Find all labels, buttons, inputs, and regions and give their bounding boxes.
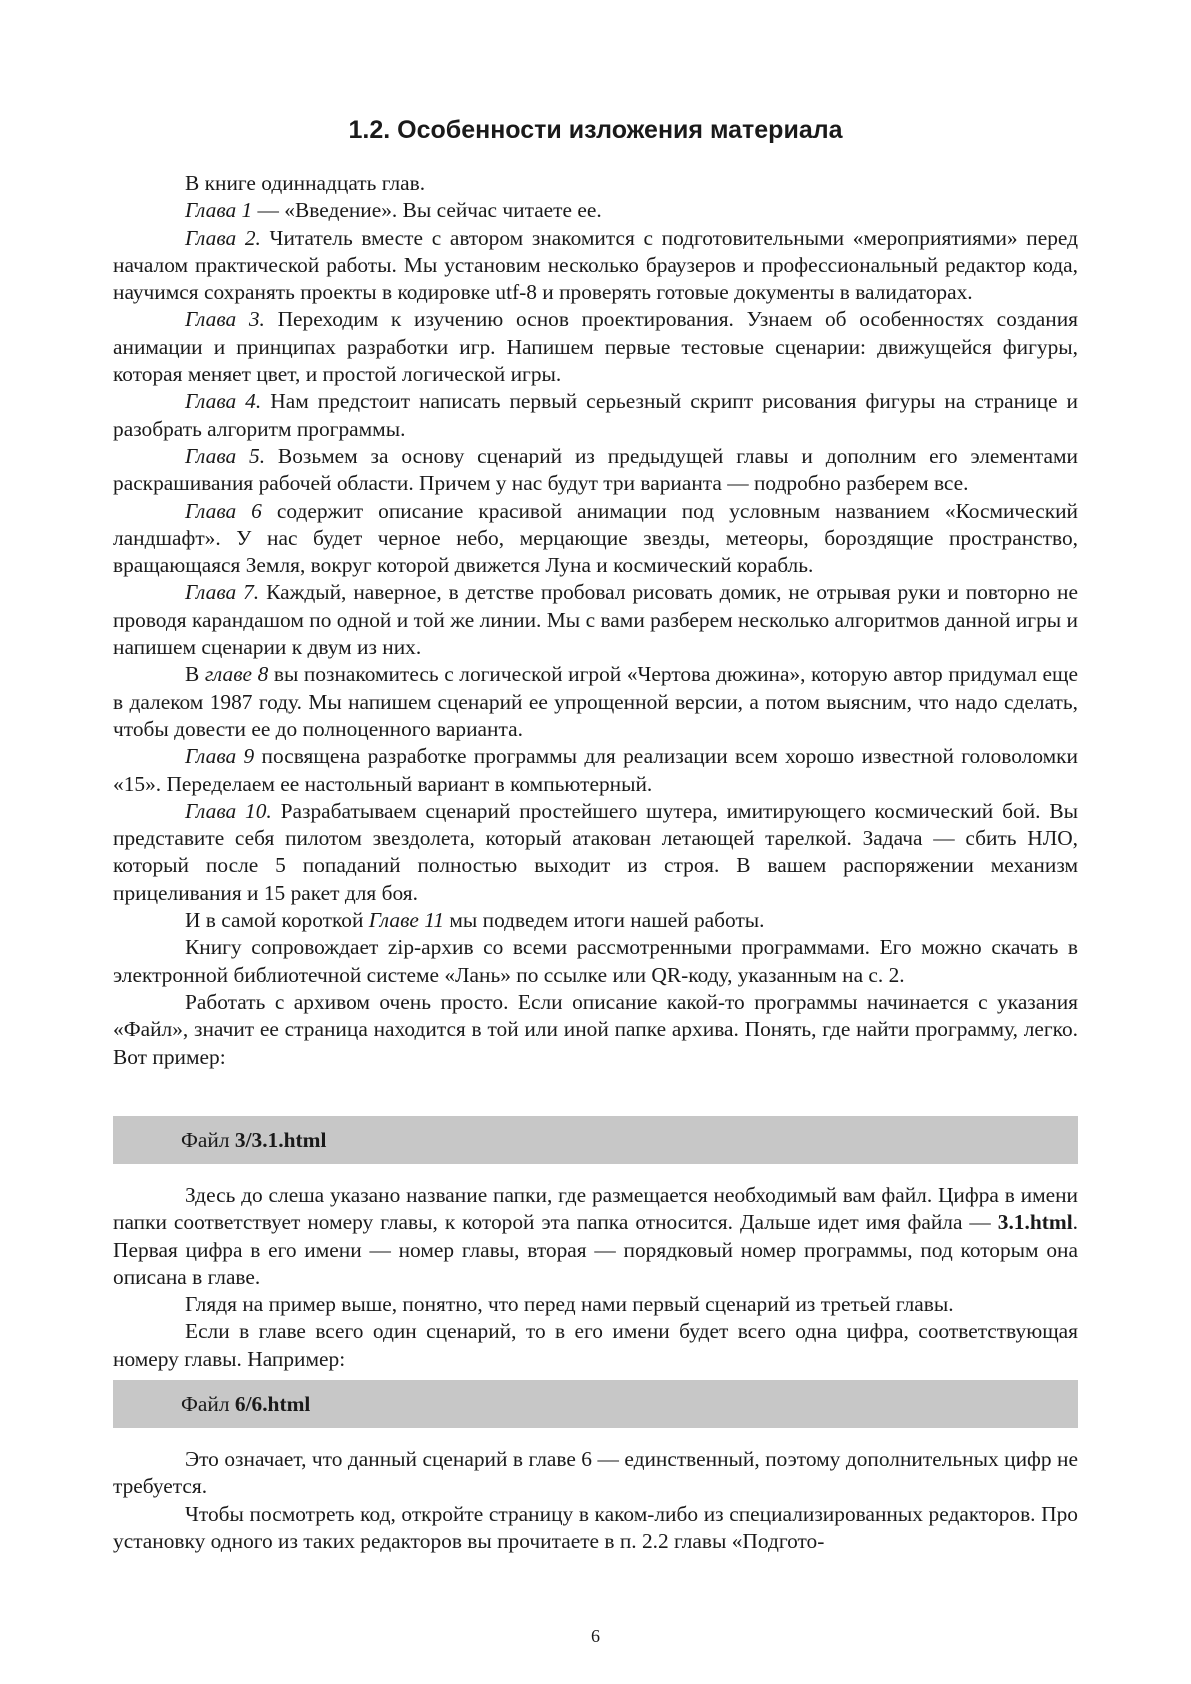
paragraph-chapter-6 <box>113 498 1078 580</box>
paragraph-chapter-4 <box>113 388 1078 443</box>
file-name-inline: 3.1.html <box>997 1210 1073 1235</box>
chapter-text: мы подведем итоги нашей работы. <box>444 908 765 933</box>
chapter-label: Глава 6 <box>185 498 262 523</box>
paragraph-intro: В книге одиннадцать глав. <box>185 171 426 195</box>
file-example-bar <box>113 1380 1078 1428</box>
file-name: 3/3.1.html <box>234 1128 327 1152</box>
chapter-text: посвящена разработке программы для реализации всем хорошо известной головоломки «15». Переделаем ее настольный вариант в компьютерный. <box>113 744 1078 796</box>
chapter-label: Глава 3. <box>185 307 265 332</box>
paragraph-chapter-5 <box>113 443 1078 498</box>
paragraph-open-code: Чтобы посмотреть код, откройте страницу в каком-либо из специализированных редакторов. Про установку одного из таких редакторов вы прочитаете в п. 2.2 главы «Подгото- <box>113 1501 1078 1553</box>
chapter-label: Глава 2. <box>185 225 261 250</box>
chapter-prefix: В <box>185 662 205 687</box>
file-example-bar <box>113 1116 1078 1164</box>
paragraph-chapter-7 <box>113 579 1078 661</box>
body-text-block-1 <box>113 170 1078 1071</box>
paragraph-explain-example: Глядя на пример выше, понятно, что перед нами первый сценарий из третьей главы. <box>185 1292 954 1317</box>
chapter-text: Разрабатываем сценарий простейшего шутера, имитирующего космический бой. Вы представите себя пилотом звездолета, который атакован летающей тарелкой. Задача — сбить НЛО, который после 5 попаданий полностью выходит из строя. В вашем распоряжении механизм прицеливания и 15 ракет для боя. <box>113 798 1079 905</box>
chapter-label: Глава 10. <box>185 798 272 823</box>
paragraph-chapter-9 <box>113 743 1078 798</box>
paragraph-single-meaning: Это означает, что данный сценарий в главе 6 — единственный, поэтому дополнительных цифр не требуется. <box>113 1447 1078 1499</box>
file-name: 6/6.html <box>234 1392 311 1416</box>
paragraph-chapter-11 <box>113 907 1078 934</box>
paragraph-chapter-8 <box>113 661 1078 743</box>
file-prefix: Файл <box>181 1128 235 1152</box>
chapter-text: Возьмем за основу сценарий из предыдущей главы и дополним его элементами раскрашивания рабочей области. Причем у нас будут три варианта — подробно разберем все. <box>113 443 1078 496</box>
chapter-label: Глава 1 <box>185 198 253 223</box>
body-text-block-3 <box>113 1446 1078 1555</box>
chapter-label: Главе 11 <box>368 908 445 933</box>
chapter-text: вы познакомитесь с логической игрой «Чертова дюжина», которую автор придумал еще в далеком 1987 году. Мы напишем сценарий ее упрощенной версии, а потом выясним, что надо сделать, чтобы довести ее до полноценного варианта. <box>113 662 1079 741</box>
chapter-label: Глава 7. <box>185 580 260 605</box>
paragraph-chapter-10 <box>113 798 1078 907</box>
explain-after: . Первая цифра в его имени — номер главы, вторая — порядковый номер программы, под которым она описана в главе. <box>113 1210 1078 1289</box>
explain-before: Здесь до слеша указано название папки, где размещается необходимый вам файл. Цифра в имени папки соответствует номеру главы, к которой эта папка относится. Дальше идет имя файла — <box>113 1183 1078 1235</box>
chapter-text: содержит описание красивой анимации под условным названием «Космический ландшафт». У нас будет черное небо, мерцающие звезды, метеоры, бороздящие пространство, вращающаяся Земля, вокруг которой движется Луна и космический корабль. <box>113 498 1078 578</box>
chapter-label: Глава 9 <box>185 744 255 769</box>
paragraph-chapter-2 <box>113 225 1078 307</box>
file-prefix: Файл <box>181 1392 235 1416</box>
paragraph-explain-path <box>113 1182 1078 1291</box>
chapter-text: Каждый, наверное, в детстве пробовал рисовать домик, не отрывая руки и повторно не проводя карандашом по одной и той же линии. Мы с вами разберем несколько алгоритмов данной игры и напишем сценарии к двум из них. <box>113 580 1078 660</box>
paragraph-chapter-1 <box>113 197 1078 224</box>
chapter-text: Нам предстоит написать первый серьезный скрипт рисования фигуры на странице и разобрать алгоритм программы. <box>113 389 1078 441</box>
body-text-block-2 <box>113 1182 1078 1373</box>
section-title: 1.2. Особенности изложения материала <box>348 116 843 144</box>
paragraph-archive-usage: Работать с архивом очень просто. Если описание какой-то программы начинается с указания «Файл», значит ее страница находится в той или иной папке архива. Понять, где найти программу, легко. Вот пример: <box>113 989 1078 1069</box>
chapter-text: Переходим к изучению основ проектирования. Узнаем об особенностях создания анимации и принципах разработки игр. Напишем первые тестовые сценарии: движущейся фигуры, которая меняет цвет, и простой логической игры. <box>113 307 1079 387</box>
chapter-label: главе 8 <box>204 662 269 687</box>
page-number: 6 <box>591 1626 600 1646</box>
paragraph-archive: Книгу сопровождает zip-архив со всеми рассмотренными программами. Его можно скачать в электронной библиотечной системе «Лань» по ссылке или QR-коду, указанным на с. 2. <box>113 935 1078 987</box>
paragraph-chapter-3 <box>113 306 1078 388</box>
chapter-label: Глава 4. <box>185 389 262 414</box>
chapter-label: Глава 5. <box>185 443 266 468</box>
paragraph-explain-single: Если в главе всего один сценарий, то в его имени будет всего одна цифра, соответствующая номеру главы. Например: <box>113 1319 1078 1371</box>
chapter-text: Читатель вместе с автором знакомится с подготовительными «мероприятиями» перед началом практической работы. Мы установим несколько браузеров и профессиональный редактор кода, научимся сохранять проекты в кодировке utf-8 и проверять готовые документы в валидаторах. <box>113 225 1078 305</box>
chapter-prefix: И в самой короткой <box>185 908 369 933</box>
chapter-text: — «Введение». Вы сейчас читаете ее. <box>252 198 602 223</box>
